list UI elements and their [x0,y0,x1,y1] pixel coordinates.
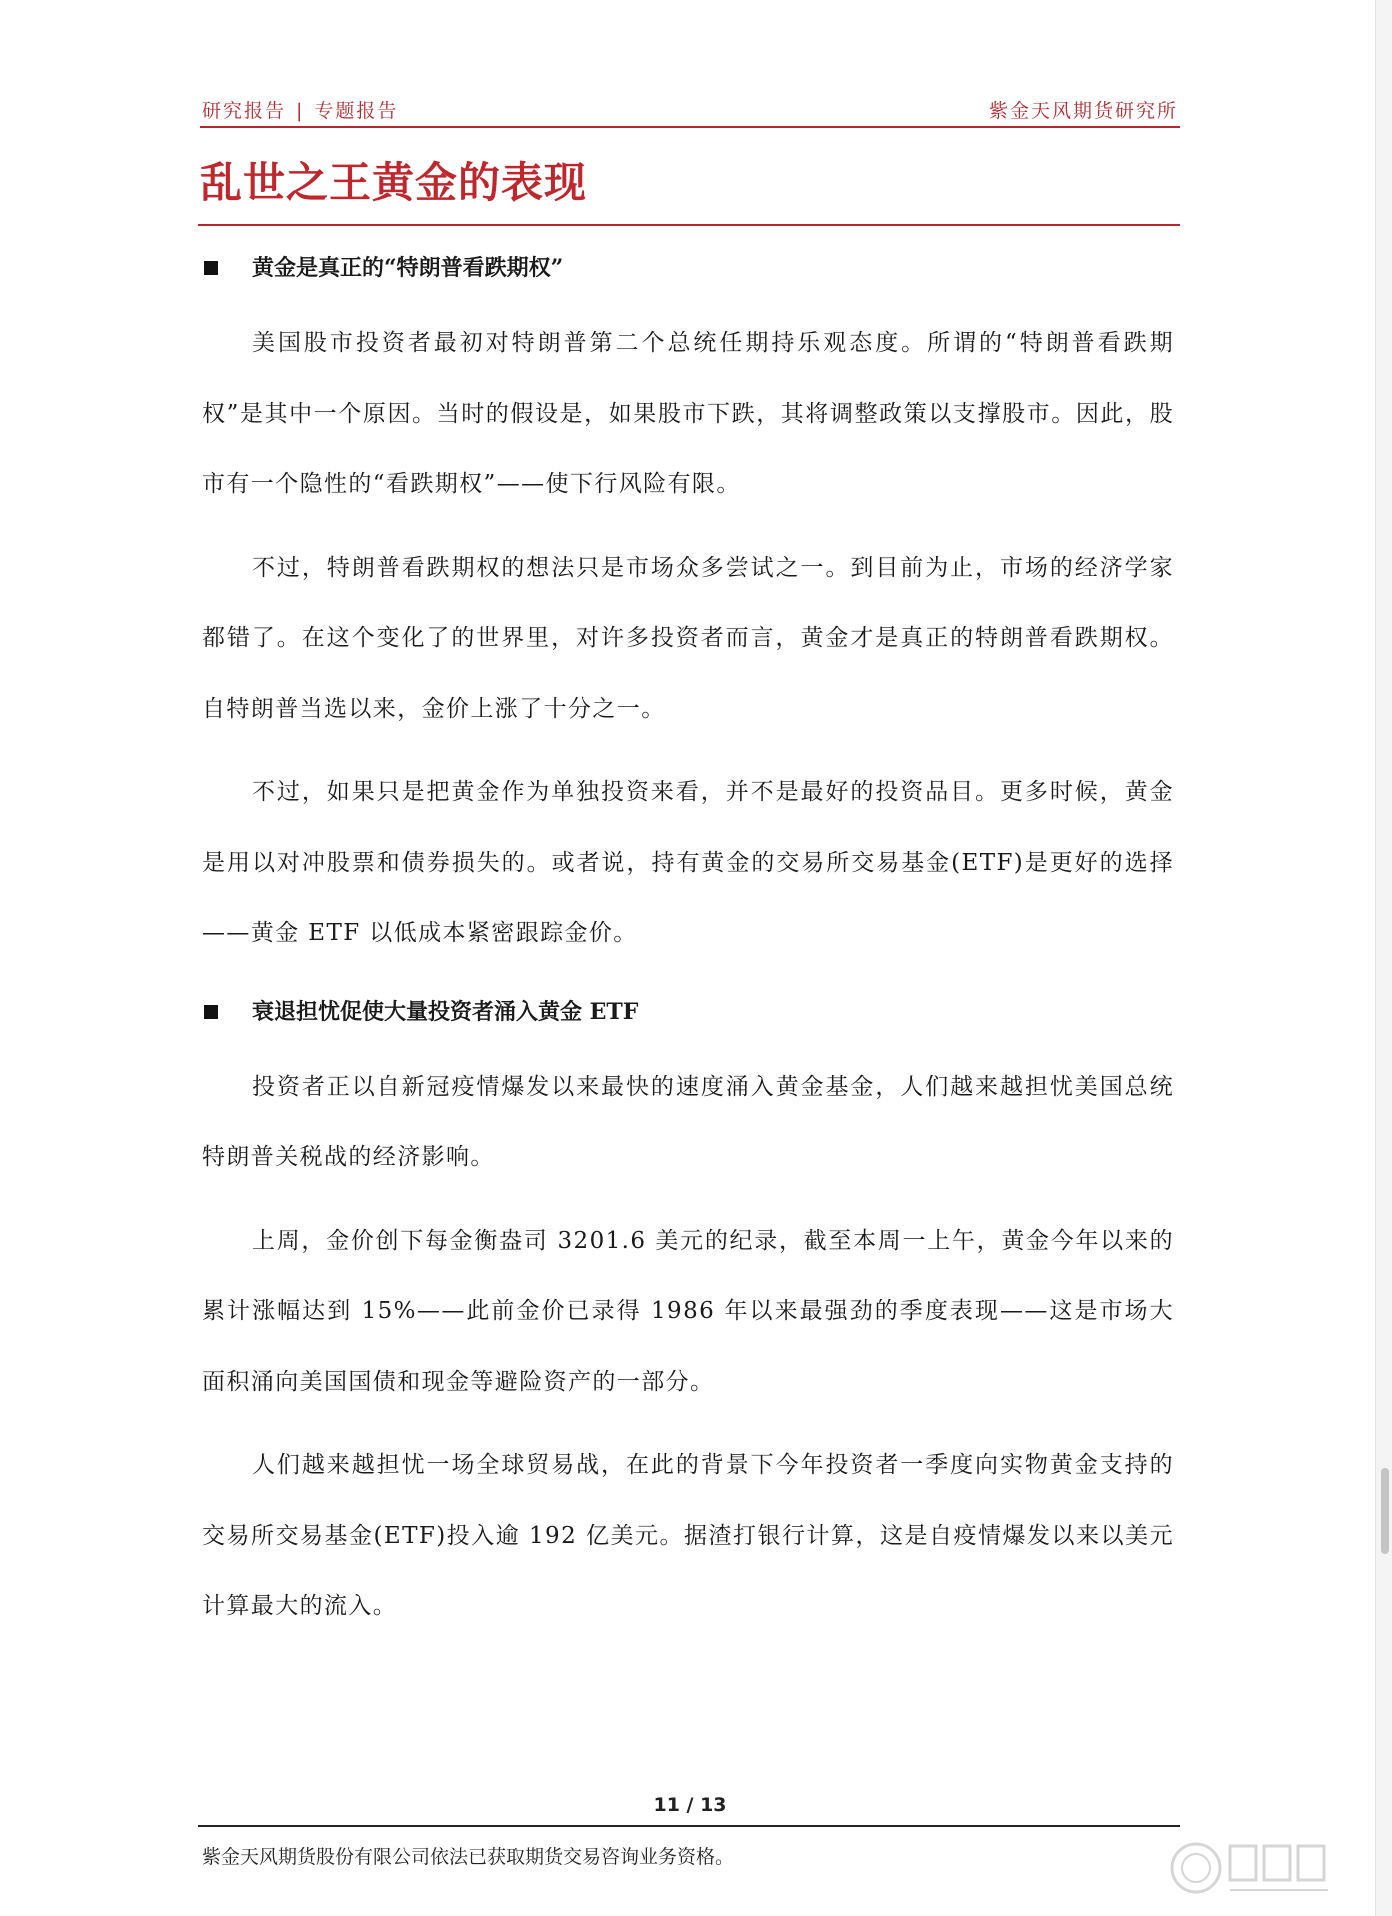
article-body [202,238,1174,1655]
page-title: 乱世之王黄金的表现 [200,158,588,207]
page-header [200,92,1180,128]
scrollbar-thumb[interactable] [1381,1468,1389,1554]
institute-name: 紫金天风期货研究所 [988,100,1178,122]
section-heading [202,238,1174,308]
section-heading [202,982,1174,1052]
square-bullet-icon [204,1005,218,1019]
paragraph: 上周，金价创下每金衡盎司 3201.6 美元的纪录，截至本周一上午，黄金今年以来的累计涨幅达到 15%——此前金价已录得 1986 年以来最强劲的季度表现——这是市场大面积涌向美国国债和现金等避险资产的一部分。 [202,1227,1174,1395]
report-type-label: 研究报告 [202,100,287,122]
section-heading-text: 黄金是真正的“特朗普看跌期权” [252,255,564,281]
report-category [202,96,398,123]
paragraph: 不过，特朗普看跌期权的想法只是市场众多尝试之一。到目前为止，市场的经济学家都错了。在这个变化了的世界里，对许多投资者而言，黄金才是真正的特朗普看跌期权。自特朗普当选以来，金价上涨了十分之一。 [202,554,1174,722]
paragraph: 投资者正以自新冠疫情爆发以来最快的速度涌入黄金基金，人们越来越担忧美国总统特朗普关税战的经济影响。 [202,1073,1174,1170]
paragraph: 人们越来越担忧一场全球贸易战，在此的背景下今年投资者一季度向实物黄金支持的交易所交易基金(ETF)投入逾 192 亿美元。据渣打银行计算，这是自疫情爆发以来以美元计算最大的流入。 [202,1452,1174,1619]
footer-disclaimer: 紫金天风期货股份有限公司依法已获取期货交易咨询业务资格。 [202,1846,735,1868]
page-number: 11 / 13 [653,1794,727,1816]
report-subtype-label: 专题报告 [314,100,399,122]
header-separator: | [296,100,305,122]
watermark-logo-icon [1168,1832,1348,1902]
footer-divider [198,1825,1180,1827]
paragraph: 美国股市投资者最初对特朗普第二个总统任期持乐观态度。所谓的“特朗普看跌期权”是其中一个原因。当时的假设是，如果股市下跌，其将调整政策以支撑股市。因此，股市有一个隐性的“看跌期权”——使下行风险有限。 [202,330,1174,497]
vertical-scrollbar[interactable] [1375,0,1392,1916]
section-heading-text: 衰退担忧促使大量投资者涌入黄金 ETF [252,998,639,1025]
square-bullet-icon [204,261,218,275]
title-divider [198,224,1180,226]
paragraph: 不过，如果只是把黄金作为单独投资来看，并不是最好的投资品目。更多时候，黄金是用以对冲股票和债券损失的。或者说，持有黄金的交易所交易基金(ETF)是更好的选择——黄金 ETF 以低成本紧密跟踪金价。 [202,779,1174,946]
